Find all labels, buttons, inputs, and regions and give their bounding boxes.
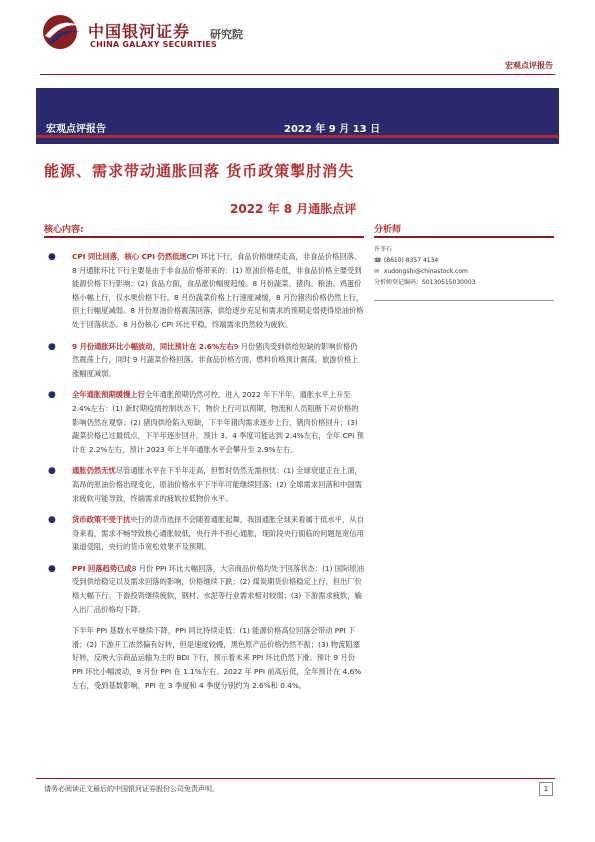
banner-report-type: 宏观点评报告 xyxy=(46,124,106,135)
bullet-text: 尽管通胀水平在下半年走高，但暂时仍然无需担忧：(1) 全球衰退正在上演，高昂的原油价格出现变化，原油价格水平下半年可能继续回落；(2) 全球需求回落和中国需求疲软可能导致，终端需求的疲软拉低物价水平。 xyxy=(72,466,362,503)
analyst-phone[interactable]: (8610) 8357 4134 xyxy=(383,257,439,264)
analyst-email[interactable]: xudongshi@chinastock.com xyxy=(383,268,468,275)
bullet-icon: ● xyxy=(48,515,56,526)
analyst-heading: 分析师 xyxy=(374,225,402,235)
logo-english-name: CHINA GALAXY SECURITIES xyxy=(90,40,217,49)
analyst-info xyxy=(374,244,554,288)
bullet-icon: ● xyxy=(48,563,56,574)
banner-accent-stripe xyxy=(36,135,559,138)
page-number: 1 xyxy=(539,782,553,796)
report-title: 能源、需求带动通胀回落 货币政策掣肘消失 xyxy=(44,162,355,180)
analyst-name: 许冬石 xyxy=(374,246,393,253)
report-subtitle: 2022 年 8 月通胀点评 xyxy=(230,202,357,216)
bullet-lead: 通胀仍然无忧 xyxy=(72,466,116,476)
company-logo xyxy=(40,12,250,52)
bullet-item xyxy=(46,388,364,456)
phone-icon: ☎ xyxy=(374,257,382,264)
logo-chinese-name: 中国银河证券 xyxy=(88,22,191,41)
bullet-lead: PPI 回落趋势已成 xyxy=(72,563,132,573)
bullet-text: 8 月份 PPI 环比大幅回落，大宗商品价格均处于回落状态：(1) 国际原油受到供给稳定以及需求回落的影响，价格继续下跌；(2) 煤炭期货价格稳定上行，但出厂价格大幅下行。下游投资继续疲软，钢材、水泥等行业需求相对较弱；(3) 下游需求疲软，输入出厂品价格均下降。 xyxy=(72,563,364,614)
bullet-text: 9 月份猪肉受到供给短缺的影响价格仍然震荡上行，同时 9 月蔬菜价格回落。非食品价格方面，燃料价格预计震荡，旅游价格上涨幅度减弱。 xyxy=(72,341,359,378)
analyst-cert-label: 分析师登记编码： xyxy=(374,279,423,286)
bullet-icon: ● xyxy=(48,466,56,477)
closing-paragraph: 下半年 PPI 基数水平继续下降，PPI 同比持续走低：(1) 能源价格高位回落会带动 PPI 下滑；(2) 下游开工浓然偏有好转，但是速度较慢，黑色原产品价格仍然不振；(3) 物流阻塞好转，反映大宗商品运输为主的 BDI 下行，预示着未来 PPI 环比仍然下滑。预计 9 月份 PPI 环比小幅波动，9 月份 PPI 在 1.1%左右。2022 年 PPI 前高后低，全年预计在 4.6%左右，受到基数影响，PPI 在 3 季度和 4 季度分别约为 2.6%和 0.4%。 xyxy=(72,626,362,690)
bullet-lead: 全年通胀预期缓慢上行 xyxy=(72,390,145,400)
core-heading-divider xyxy=(44,236,364,238)
header-report-tag: 宏观点评报告 xyxy=(505,61,553,70)
core-content-heading: 核心内容: xyxy=(44,225,84,235)
bullet-icon: ● xyxy=(48,252,56,262)
bullet-item xyxy=(46,464,364,505)
banner-date: 2022 年 9 月 13 日 xyxy=(284,124,381,135)
galaxy-logo-icon xyxy=(40,12,84,52)
bullet-item xyxy=(46,250,364,332)
bullet-item xyxy=(46,513,364,554)
bullet-item xyxy=(46,340,364,381)
bullet-text: 全年通胀预期仍然可控，进入 2022 年下半年，通胀水平上升至 2.4%左右：(1) 新时期疫情控制状态下，物价上行可以预期，物流和人员阻断下对价格的影响仍然在观察；(2) 猪肉供给陷入短缺，下半年猪肉需求逐步上行，猪肉价格回升；(3) 蔬菜价格已过最低点，下半年逐步回升。预计 3、4 季度可能达到 2.4%左右，全年 CPI 预计在 2.2%左右，预计 2023 年上半年通胀水平会攀升至 2.9%左右。 xyxy=(72,390,364,454)
institute-label: 研究院 xyxy=(210,28,243,41)
analyst-heading-divider xyxy=(374,236,554,238)
bullet-text: 央行的货币选择不会随着通胀起舞，我国通胀全球来看属于低水平，从自身来看，需求不畅导致核心通胀较低，央行并不担心通胀，现阶段央行面临的问题是宽信用渠道受阻，央行的货币宽松效果不及预期。 xyxy=(72,515,364,552)
footer-divider xyxy=(36,778,555,779)
core-content xyxy=(46,250,364,692)
email-icon: ✉ xyxy=(374,268,380,275)
title-banner xyxy=(36,88,559,144)
footer-disclaimer: 请务必阅读正文最后的中国银河证券股份公司免责声明。 xyxy=(44,785,219,793)
analyst-cert-number: S0130515030003 xyxy=(422,279,476,286)
bullet-icon: ● xyxy=(48,390,56,401)
bullet-icon: ● xyxy=(48,341,56,352)
header-divider xyxy=(40,74,555,75)
bullet-lead: 货币政策不受干扰 xyxy=(72,515,131,525)
bullet-item xyxy=(46,562,364,616)
analyst-bottom-divider xyxy=(374,300,554,301)
bullet-lead: CPI 同比回落，核心 CPI 仍然低迷 xyxy=(72,252,187,261)
bullet-text: CPI 环比下行，食品价格继续走高，非食品价格回落。8 月通胀环比下行主要是由于非食品价格带来的：(1) 原油价格走低，非食品价格主要受到能源价格下行影响；(2) 食品方面，食品涨价幅度趋缓。8 月份蔬菜、猪肉、粮油、鸡蛋价格小幅上行，仅水果价格下行。8 月份蔬菜价格上行速度减缓，8 月份猪肉价格仍然上行，但上行幅度减弱。8 月份原油价格震荡回落，供给逐步充足和需求的预期走弱使得原油价格处于回落状态。8 月份核心 CPI 环比平稳，终端需求仍然较为疲软。 xyxy=(72,252,364,329)
bullet-lead: 9 月份通胀环比小幅波动，同比预计在 2.6%左右 xyxy=(72,341,234,351)
